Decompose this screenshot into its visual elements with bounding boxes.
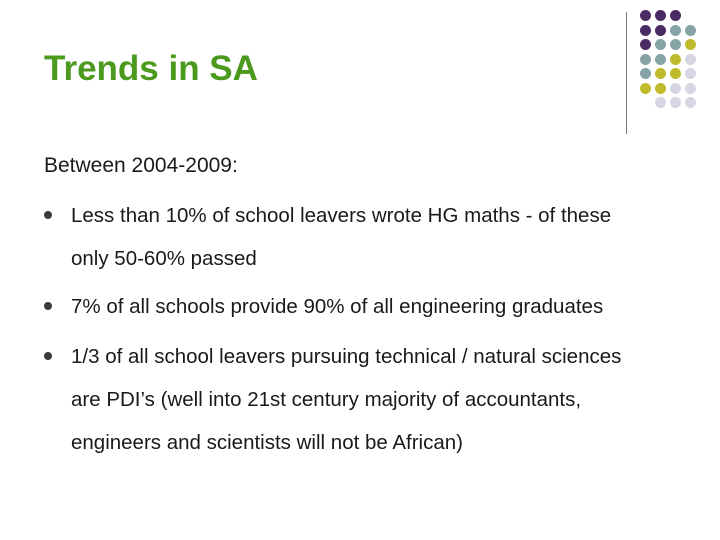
- decorative-dot: [655, 10, 666, 21]
- decorative-dot: [685, 39, 696, 50]
- decorative-dot: [685, 97, 696, 108]
- decorative-dot: [670, 83, 681, 94]
- bullet-icon: [44, 302, 52, 310]
- bullet-line: are PDI’s (well into 21st century majority of accountants,: [71, 388, 582, 411]
- bullet-text: [71, 194, 611, 280]
- decorative-dot: [670, 97, 681, 108]
- decorative-dot: [640, 25, 651, 36]
- decorative-dot: [655, 54, 666, 65]
- decorative-dot: [685, 25, 696, 36]
- decorative-dot: [640, 39, 651, 50]
- bullet-line: engineers and scientists will not be African): [71, 431, 463, 454]
- decorative-dot: [640, 54, 651, 65]
- decorative-dot: [685, 83, 696, 94]
- bullet-line: only 50-60% passed: [71, 247, 257, 270]
- decorative-dot: [685, 54, 696, 65]
- decorative-dot-grid: [640, 10, 720, 120]
- bullet-text: [71, 335, 621, 464]
- bullet-line: Less than 10% of school leavers wrote HG maths - of these: [71, 204, 612, 227]
- bullet-line: 7% of all schools provide 90% of all engineering graduates: [71, 295, 604, 318]
- decorative-dot: [670, 25, 681, 36]
- decorative-dot: [655, 25, 666, 36]
- decorative-dot: [670, 54, 681, 65]
- slide-title: Trends in SA: [44, 49, 258, 88]
- decorative-dot: [640, 10, 651, 21]
- bullet-icon: [44, 352, 52, 360]
- decorative-dot: [670, 39, 681, 50]
- intro-text: Between 2004-2009:: [44, 154, 238, 177]
- decorative-dot: [655, 39, 666, 50]
- bullet-text: [71, 285, 603, 328]
- decorative-dot: [655, 97, 666, 108]
- decorative-dot: [640, 83, 651, 94]
- decorative-dot: [655, 83, 666, 94]
- decorative-dot: [655, 68, 666, 79]
- bullet-line: 1/3 of all school leavers pursuing technical / natural sciences: [71, 345, 622, 368]
- decorative-dot: [670, 68, 681, 79]
- bullet-icon: [44, 211, 52, 219]
- decorative-dot: [685, 68, 696, 79]
- title-divider: [626, 12, 627, 134]
- decorative-dot: [640, 68, 651, 79]
- decorative-dot: [670, 10, 681, 21]
